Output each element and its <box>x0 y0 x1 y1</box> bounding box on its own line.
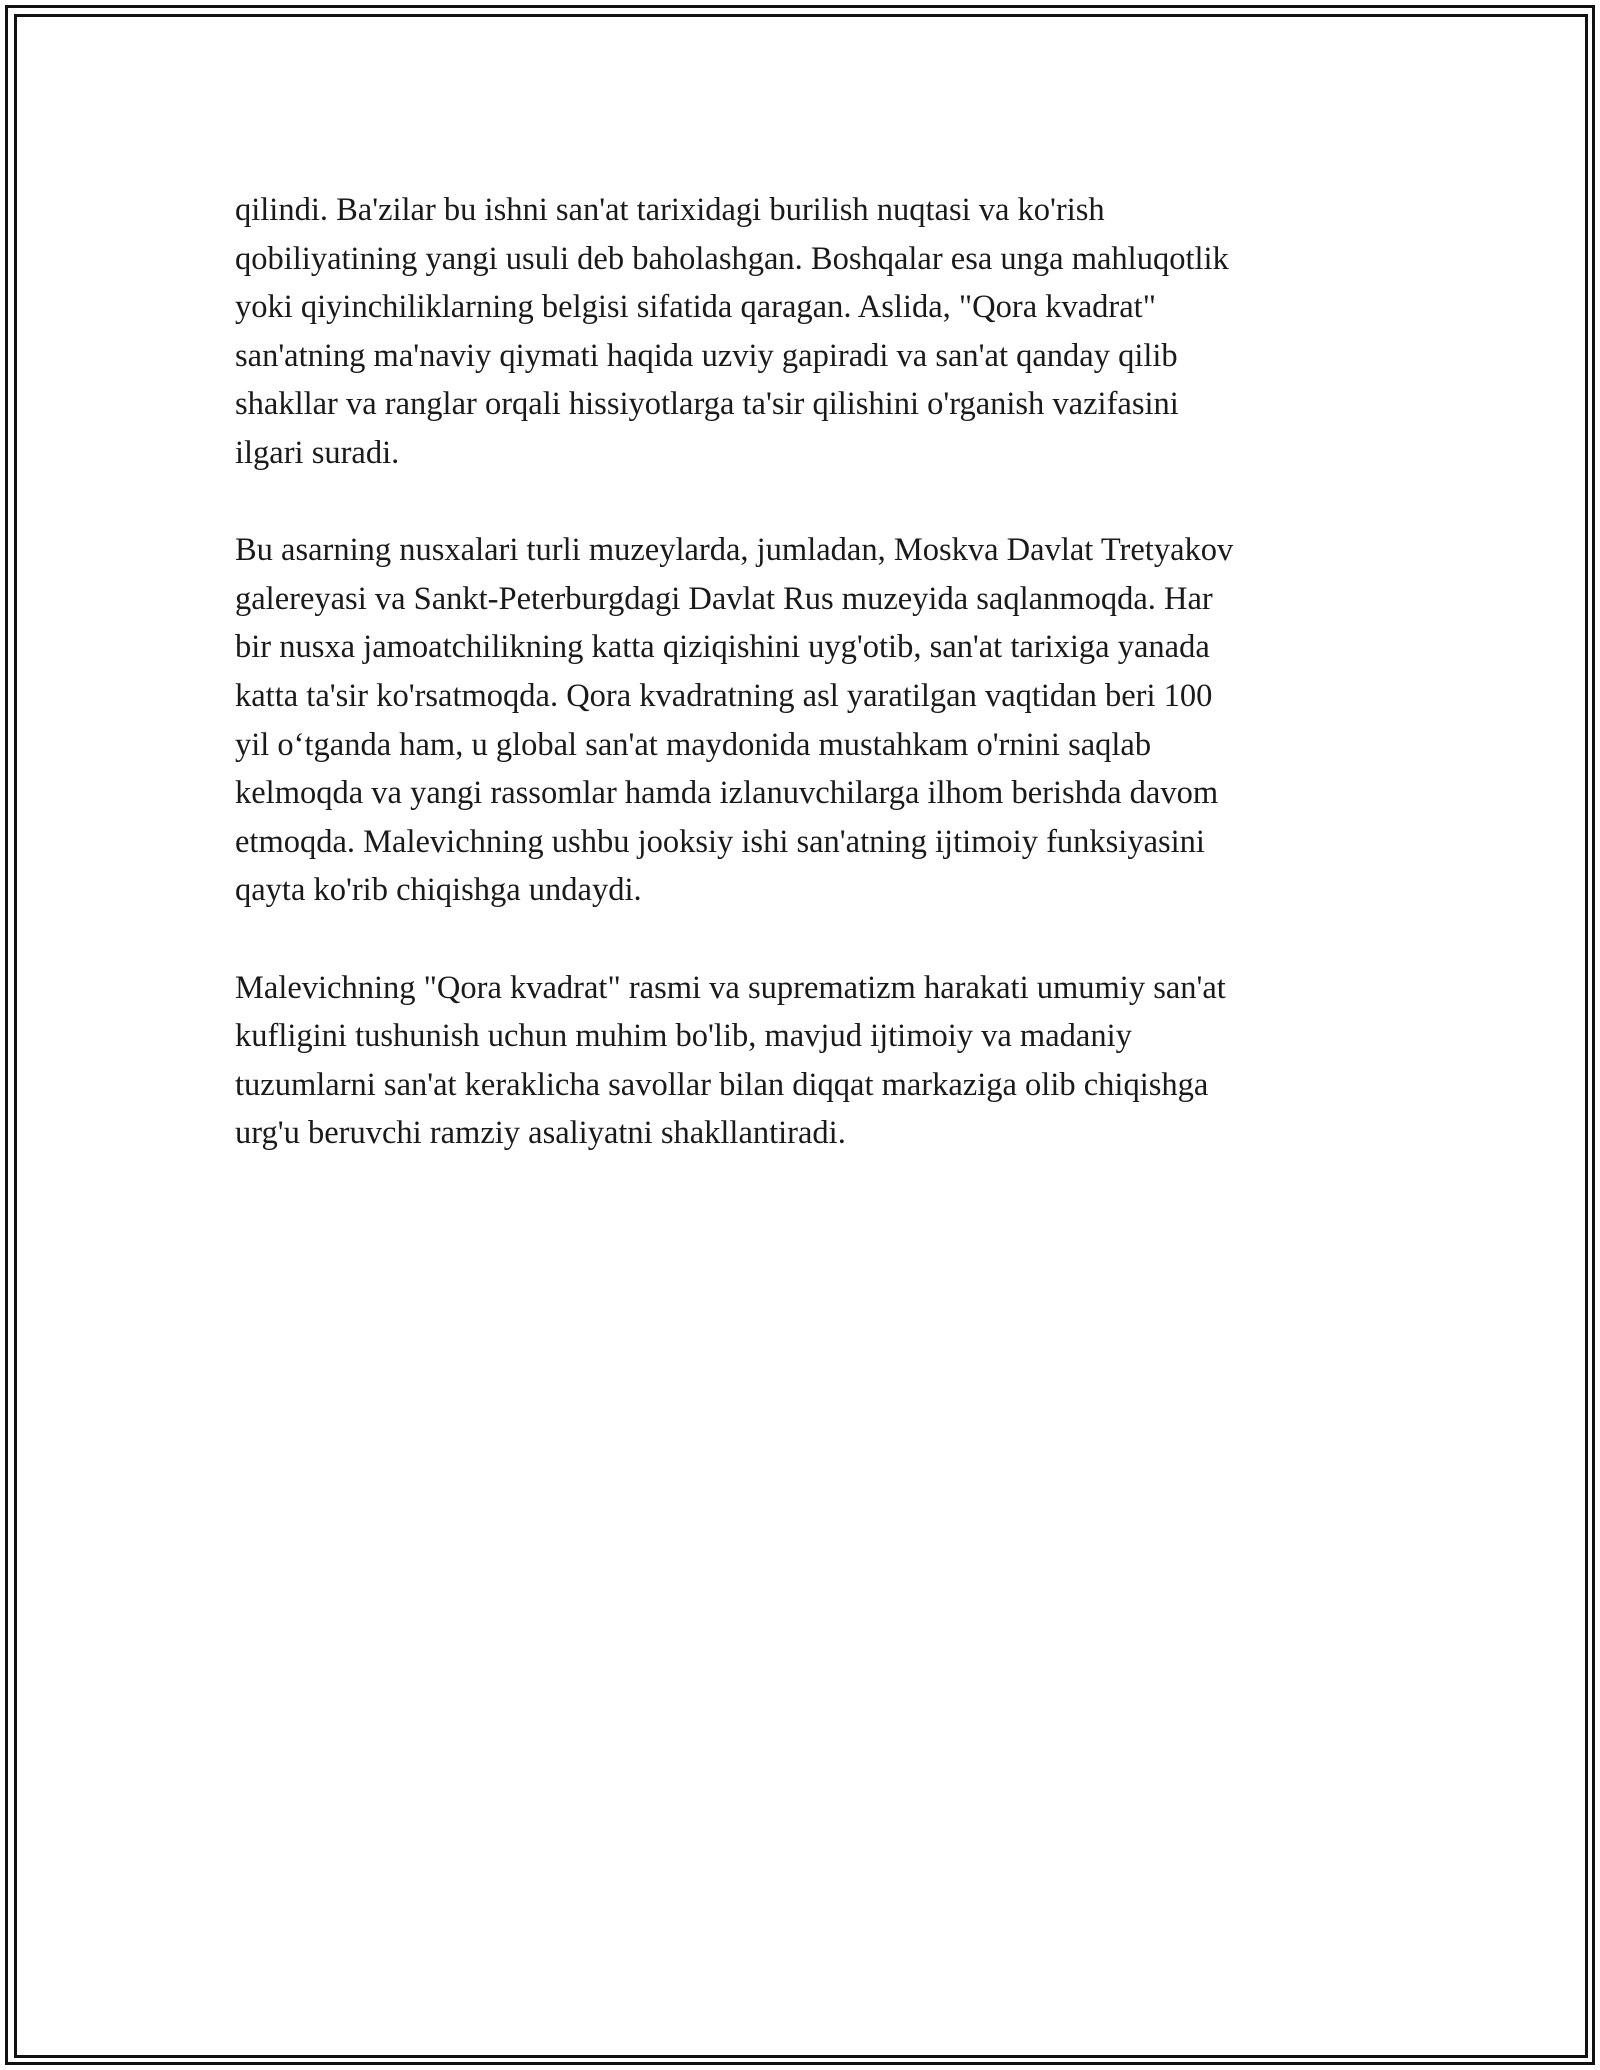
document-body <box>235 186 1365 1206</box>
text-line: shakllar va ranglar orqali hissiyotlarga ta'sir qilishini o'rganish vazifasini <box>235 386 1179 423</box>
text-line: qayta ko'rib chiqishga undaydi. <box>235 872 642 909</box>
text-line: kufligini tushunish uchun muhim bo'lib, mavjud ijtimoiy va madaniy <box>235 1018 1132 1055</box>
text-line: tuzumlarni san'at keraklicha savollar bilan diqqat markaziga olib chiqishga <box>235 1066 1209 1103</box>
text-line: qobiliyatining yangi usuli deb baholashgan. Boshqalar esa unga mahluqotlik <box>235 240 1229 277</box>
paragraph-3 <box>235 964 1365 1158</box>
paragraph-1 <box>235 186 1365 478</box>
text-line: yil o‘tganda ham, u global san'at maydonida mustahkam o'rnini saqlab <box>235 726 1152 763</box>
text-line: kelmoqda va yangi rassomlar hamda izlanuvchilarga ilhom berishda davom <box>235 775 1219 812</box>
text-line: yoki qiyinchiliklarning belgisi sifatida qaragan. Aslida, "Qora kvadrat" <box>235 289 1156 326</box>
text-line: ilgari suradi. <box>235 434 400 471</box>
text-line: Bu asarning nusxalari turli muzeylarda, jumladan, Moskva Davlat Tretyakov <box>235 532 1234 569</box>
text-line: qilindi. Ba'zilar bu ishni san'at tarixidagi burilish nuqtasi va ko'rish <box>235 192 1105 228</box>
text-line: galereyasi va Sankt-Peterburgdagi Davlat Rus muzeyida saqlanmoqda. Har <box>235 580 1213 617</box>
paragraph-2 <box>235 526 1365 915</box>
text-line: bir nusxa jamoatchilikning katta qiziqishini uyg'otib, san'at tarixiga yanada <box>235 629 1210 666</box>
text-line: urg'u beruvchi ramziy asaliyatni shakllantiradi. <box>235 1115 846 1152</box>
text-line: Malevichning "Qora kvadrat" rasmi va suprematizm harakati umumiy san'at <box>235 969 1226 1006</box>
text-line: san'atning ma'naviy qiymati haqida uzviy gapiradi va san'at qanday qilib <box>235 337 1178 374</box>
text-line: katta ta'sir ko'rsatmoqda. Qora kvadratning asl yaratilgan vaqtidan beri 100 <box>235 677 1213 714</box>
text-line: etmoqda. Malevichning ushbu jooksiy ishi san'atning ijtimoiy funksiyasini <box>235 823 1205 860</box>
